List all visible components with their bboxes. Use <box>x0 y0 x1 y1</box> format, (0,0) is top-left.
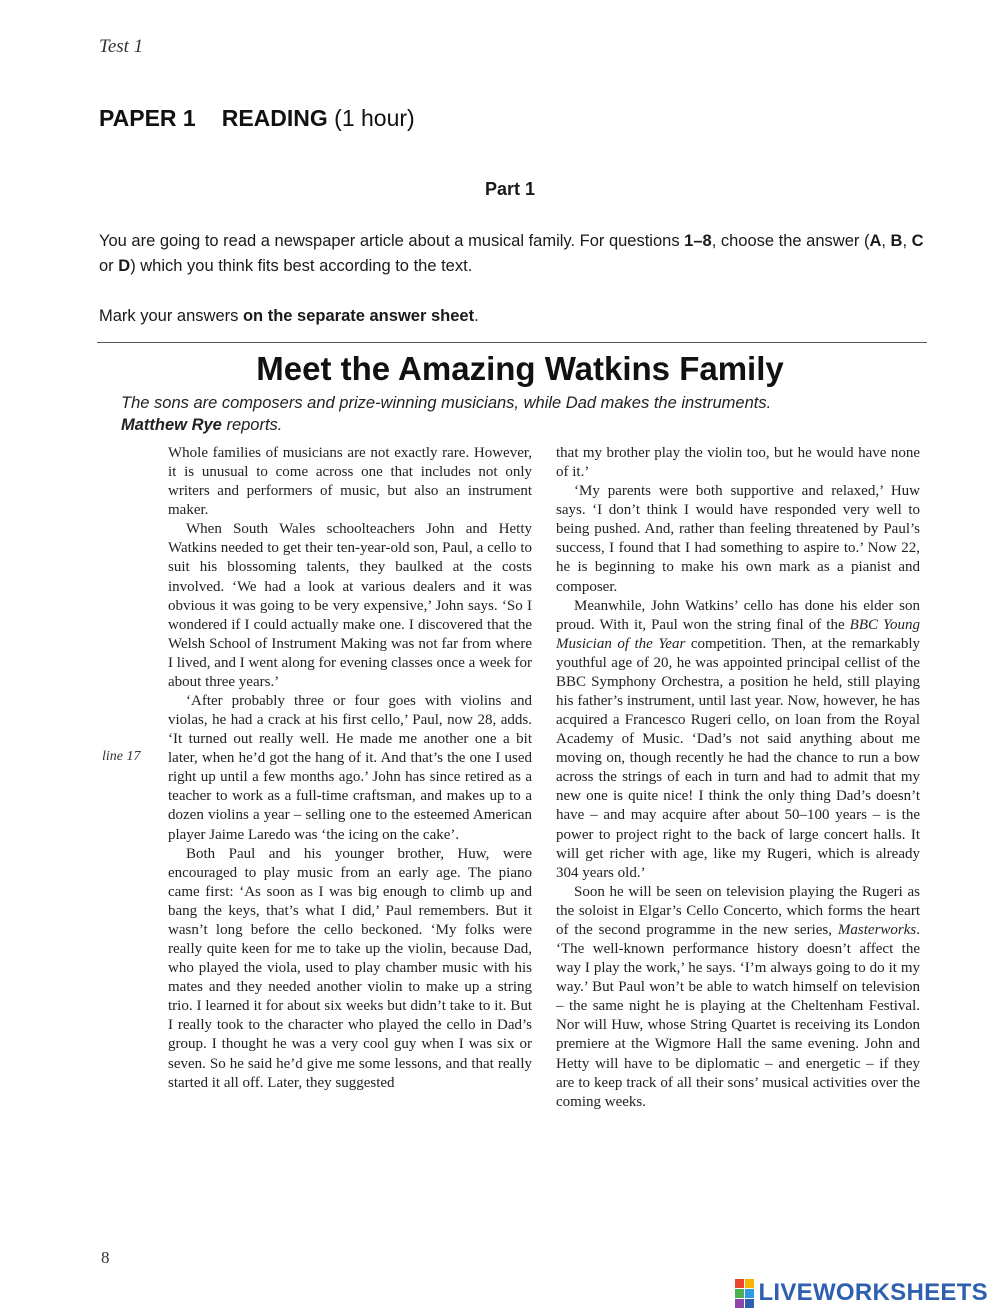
watermark-text: LIVEWORKSHEETS <box>758 1279 988 1306</box>
logo-cell <box>735 1289 744 1298</box>
author-name: Matthew Rye <box>121 416 222 434</box>
test-label: Test 1 <box>99 36 144 57</box>
option-c: C <box>911 232 924 250</box>
competition-name: BBC Young Musician of the Year <box>556 616 920 652</box>
paper-label: PAPER 1 <box>99 105 196 131</box>
instructions-text: , choose the answer ( <box>711 232 870 250</box>
separator: , <box>881 232 891 250</box>
subtitle-text: The sons are composers and prize-winning musicians, while Dad makes the instruments. <box>121 394 772 412</box>
logo-cell <box>735 1279 744 1288</box>
paragraph: that my brother play the violin too, but he would have none of it.’ <box>556 445 920 481</box>
instructions-text: You are going to read a newspaper article about a musical family. For questions <box>99 232 685 250</box>
option-a: A <box>869 232 882 250</box>
paragraph <box>556 597 920 883</box>
article-right-column <box>556 444 920 1112</box>
article-left-column <box>168 444 532 1093</box>
liveworksheets-logo-icon <box>735 1279 754 1308</box>
separator: , <box>902 232 912 250</box>
option-b: B <box>890 232 903 250</box>
logo-cell <box>745 1299 754 1308</box>
line-reference: line 17 <box>102 749 141 764</box>
paper-heading <box>99 105 415 132</box>
article-title: Meet the Amazing Watkins Family <box>256 350 784 387</box>
instructions-text: ) which you think fits best according to the text. <box>130 257 473 275</box>
paragraph: ‘After probably three or four goes with violins and violas, he had a crack at his first cello,’ Paul, now 28, adds. ‘It turned out really well. He made me another one a bit later, when he’d got the hang of it. And that’s the one I used right up until a few months ago.’ John has since retired as a teacher to work as a full-time craftsman, and makes up to a dozen violins a year – selling one to the esteemed American player Jaime Laredo was ‘the icing on the cake’. <box>168 693 532 843</box>
option-d: D <box>118 257 131 275</box>
paragraph-text: Soon he will be seen on television playing the Rugeri as the soloist in Elgar’s Cello Concerto, which forms the heart of the second programme in the new series, <box>556 883 920 938</box>
paragraph <box>556 883 920 1112</box>
divider-rule <box>97 342 927 343</box>
question-range: 1–8 <box>684 232 712 250</box>
duration-label: (1 hour) <box>334 105 415 131</box>
logo-cell <box>745 1279 754 1288</box>
part-heading: Part 1 <box>484 179 536 199</box>
paragraph: When South Wales schoolteachers John and Hetty Watkins needed to get their ten-year-old son, Paul, a cello to suit his blossoming talents, they baulked at the costs involved. ‘We had a look at various dealers and it was obvious it was going to be very expensive,’ John says. ‘So I wondered if I could actually make one. I discovered that the Welsh School of Instrument Making was not far from where I lived, and I went along for evening classes once a week for about three years.’ <box>168 521 532 690</box>
mark-suffix: . <box>474 307 479 325</box>
paragraph: Both Paul and his younger brother, Huw, were encouraged to play music from an early age. The piano came first: ‘As soon as I was big enough to climb up and bang the keys, that’s what I did,’ Paul remembers. But it wasn’t long before the cello beckoned. ‘My folks were really quite keen for me to take up the violin, because Dad, who played the viola, used to play chamber music with his mates and they needed another violin to make up a string trio. I learned it for about six weeks but didn’t take to it. But I really took to the character who played the cello in Dad’s group. I thought he was a very cool guy when I was six or seven. So he said he’d give me some lessons, and that really started it all off. Later, they suggested <box>168 845 532 1091</box>
liveworksheets-watermark[interactable] <box>735 1278 988 1308</box>
logo-cell <box>745 1289 754 1298</box>
paragraph-text: competition. Then, at the remarkably youthful age of 20, he was appointed principal cellist of the BBC Symphony Orchestra, a position he held, still playing his father’s instrument, until last year. Now, however, he has acquired a Francesco Rugeri cello, on loan from the Royal Academy of Music. ‘Dad’s not said anything about me moving on, though recently he had the chance to run a bow across the strings of each in turn and had to admit that my new one is quite nice! I think the only thing Dad’s doesn’t have – and may acquire after about 50–100 years – is the power to project right to the back of large concert halls. It will get richer with age, like my Rugeri, which is already 304 years old.’ <box>556 635 921 881</box>
reports-text: reports. <box>221 416 283 434</box>
mark-bold: on the separate answer sheet <box>242 307 475 325</box>
article-subtitle <box>121 392 921 436</box>
separator: or <box>99 257 119 275</box>
mark-prefix: Mark your answers <box>99 307 243 325</box>
logo-cell <box>735 1299 744 1308</box>
page-number: 8 <box>101 1248 110 1267</box>
section-label: READING <box>221 105 328 131</box>
paragraph: Whole families of musicians are not exactly rare. However, it is unusual to come across one that includes not only writers and performers of music, but also an instrument maker. <box>168 445 532 519</box>
series-name: Masterworks <box>837 921 917 938</box>
instructions <box>99 229 929 279</box>
paragraph: ‘My parents were both supportive and relaxed,’ Huw says. ‘I don’t think I would have responded very well to being pushed. And, rather than feeling threatened by Paul’s success, I found that I had something to aspire to.’ Now 22, he is beginning to make his own mark as a pianist and composer. <box>556 483 920 595</box>
paragraph-text: Meanwhile, John Watkins’ cello has done his elder son proud. With it, Paul won the string final of the <box>556 597 920 633</box>
answer-sheet-instruction <box>99 304 929 329</box>
paragraph-text: . ‘The well-known performance history doesn’t affect the way I play the work,’ he says. ‘I’m always going to do it my way.’ But Paul won’t be able to watch himself on television – the same night he is playing at the Cheltenham Festival. Nor will Huw, whose String Quartet is receiving its London premiere at the Wigmore Hall the same evening. John and Hetty will have to be diplomatic – and energetic – if they are to keep track of all their sons’ musical activities over the coming weeks. <box>556 921 920 1110</box>
